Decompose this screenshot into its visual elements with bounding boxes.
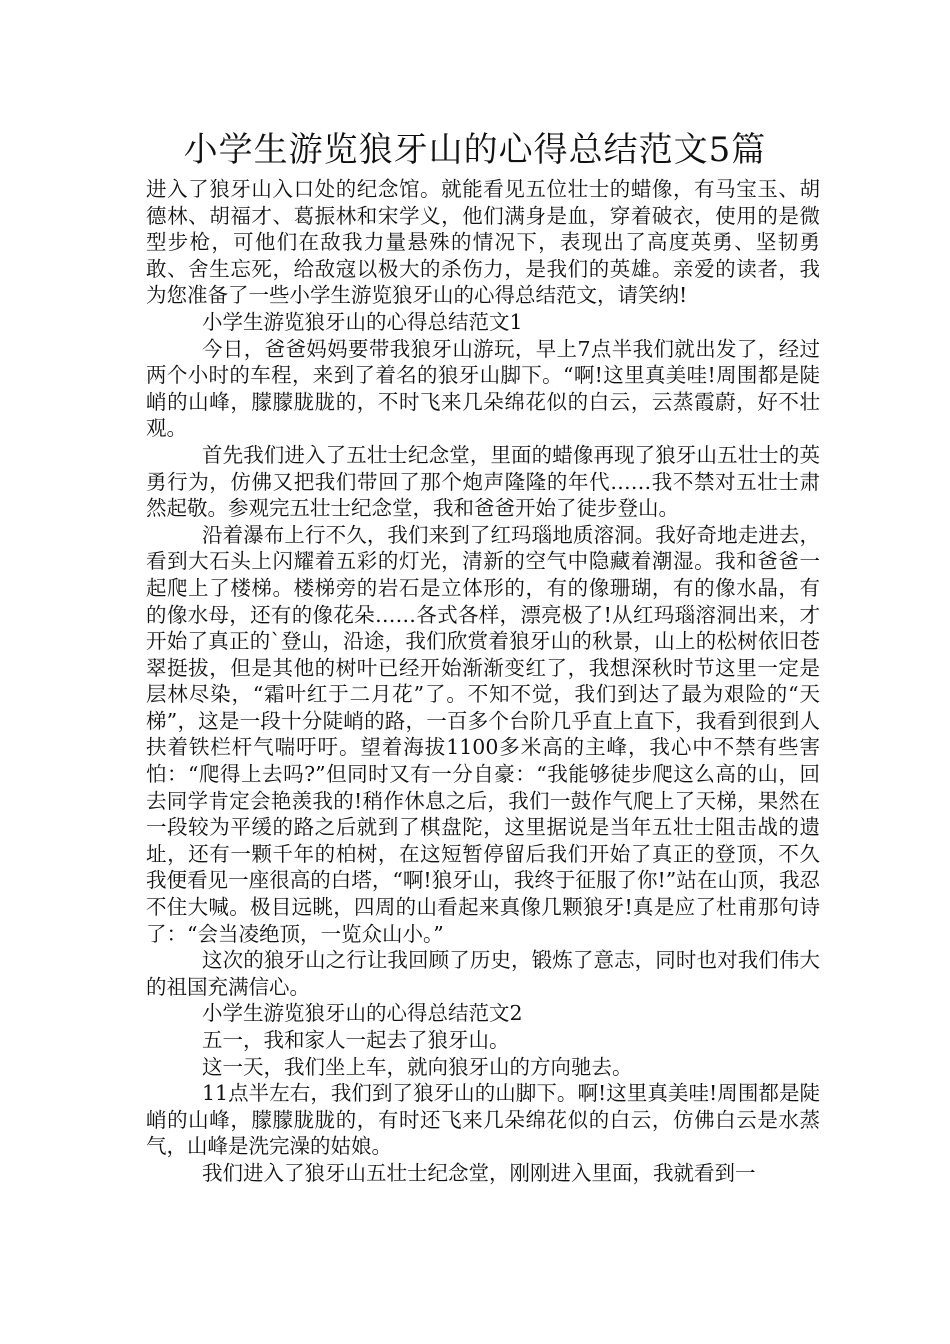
- paragraph: 这一天，我们坐上车，就向狼牙山的方向驰去。: [202, 1054, 633, 1079]
- document-title: 小学生游览狼牙山的心得总结范文5篇: [183, 130, 767, 170]
- section-heading: 小学生游览狼牙山的心得总结范文1: [202, 309, 523, 334]
- paragraph: 沿着瀑布上行不久，我们来到了红玛瑙地质溶洞。我好奇地走进去，看到大石头上闪耀着五彩的灯光，清新的空气中隐藏着潮湿。我和爸爸一起爬上了楼梯。楼梯旁的岩石是立体形的，有的像珊瑚，有的像水晶，有的像水母，还有的像花朵……各式各样，漂亮极了!从红玛瑙溶洞出来，才开始了真正的`登山，沿途，我们欣赏着狼牙山的秋景，山上的松树依旧苍翠挺拔，但是其他的树叶已经开始渐渐变红了，我想深秋时节这里一定是层林尽染，“霜叶红于二月花”了。不知不觉，我们到达了最为艰险的“天梯”，这是一段十分陡峭的路，一百多个台阶几乎直上直下，我看到很到人扶着铁栏杆气喘吁吁。望着海拔1100多米高的主峰，我心中不禁有些害怕：“爬得上去吗?”但同时又有一分自豪：“我能够徒步爬这么高的山，回去同学肯定会艳羡我的!稍作休息之后，我们一鼓作气爬上了天梯，果然在一段较为平缓的路之后就到了棋盘陀，这里据说是当年五壮士阻击战的遗址，还有一颗千年的柏树，在这短暂停留后我们开始了真正的登顶，不久我便看见一座很高的白塔，“啊!狼牙山，我终于征服了你!”站在山顶，我忍不住大喊。极目远眺，四周的山看起来真像几颗狼牙!真是应了杜甫那句诗了：“会当凌绝顶，一览众山小。”: [146, 522, 820, 946]
- paragraph: 进入了狼牙山入口处的纪念馆。就能看见五位壮士的蜡像，有马宝玉、胡德林、胡福才、葛振林和宋学义，他们满身是血，穿着破衣，使用的是微型步枪，可他们在敌我力量悬殊的情况下，表现出了高度英勇、坚韧勇敢、舍生忘死，给敌寇以极大的杀伤力，是我们的英雄。亲爱的读者，我为您准备了一些小学生游览狼牙山的心得总结范文，请笑纳!: [146, 177, 820, 308]
- paragraph: 这次的狼牙山之行让我回顾了历史，锻炼了意志，同时也对我们伟大的祖国充满信心。: [146, 948, 820, 999]
- document-body: [146, 176, 820, 1187]
- paragraph: 11点半左右，我们到了狼牙山的山脚下。啊!这里真美哇!周围都是陡峭的山峰，朦朦胧胧的，有时还飞来几朵绵花似的白云，仿佛白云是水蒸气，山峰是洗完澡的姑娘。: [146, 1081, 820, 1159]
- section-heading: 小学生游览狼牙山的心得总结范文2: [202, 1001, 523, 1026]
- paragraph: 我们进入了狼牙山五壮士纪念堂，刚刚进入里面，我就看到一: [202, 1160, 756, 1185]
- paragraph: 首先我们进入了五壮士纪念堂，里面的蜡像再现了狼牙山五壮士的英勇行为，仿佛又把我们带回了那个炮声隆隆的年代……我不禁对五壮士肃然起敬。参观完五壮士纪念堂，我和爸爸开始了徒步登山。: [146, 442, 820, 521]
- paragraph: 五一，我和家人一起去了狼牙山。: [202, 1028, 510, 1052]
- paragraph: 今日，爸爸妈妈要带我狼牙山游玩，早上7点半我们就出发了，经过两个小时的车程，来到了着名的狼牙山脚下。“啊!这里真美哇!周围都是陡峭的山峰，朦朦胧胧的，不时飞来几朵绵花似的白云，云蒸霞蔚，好不壮观。: [146, 336, 820, 441]
